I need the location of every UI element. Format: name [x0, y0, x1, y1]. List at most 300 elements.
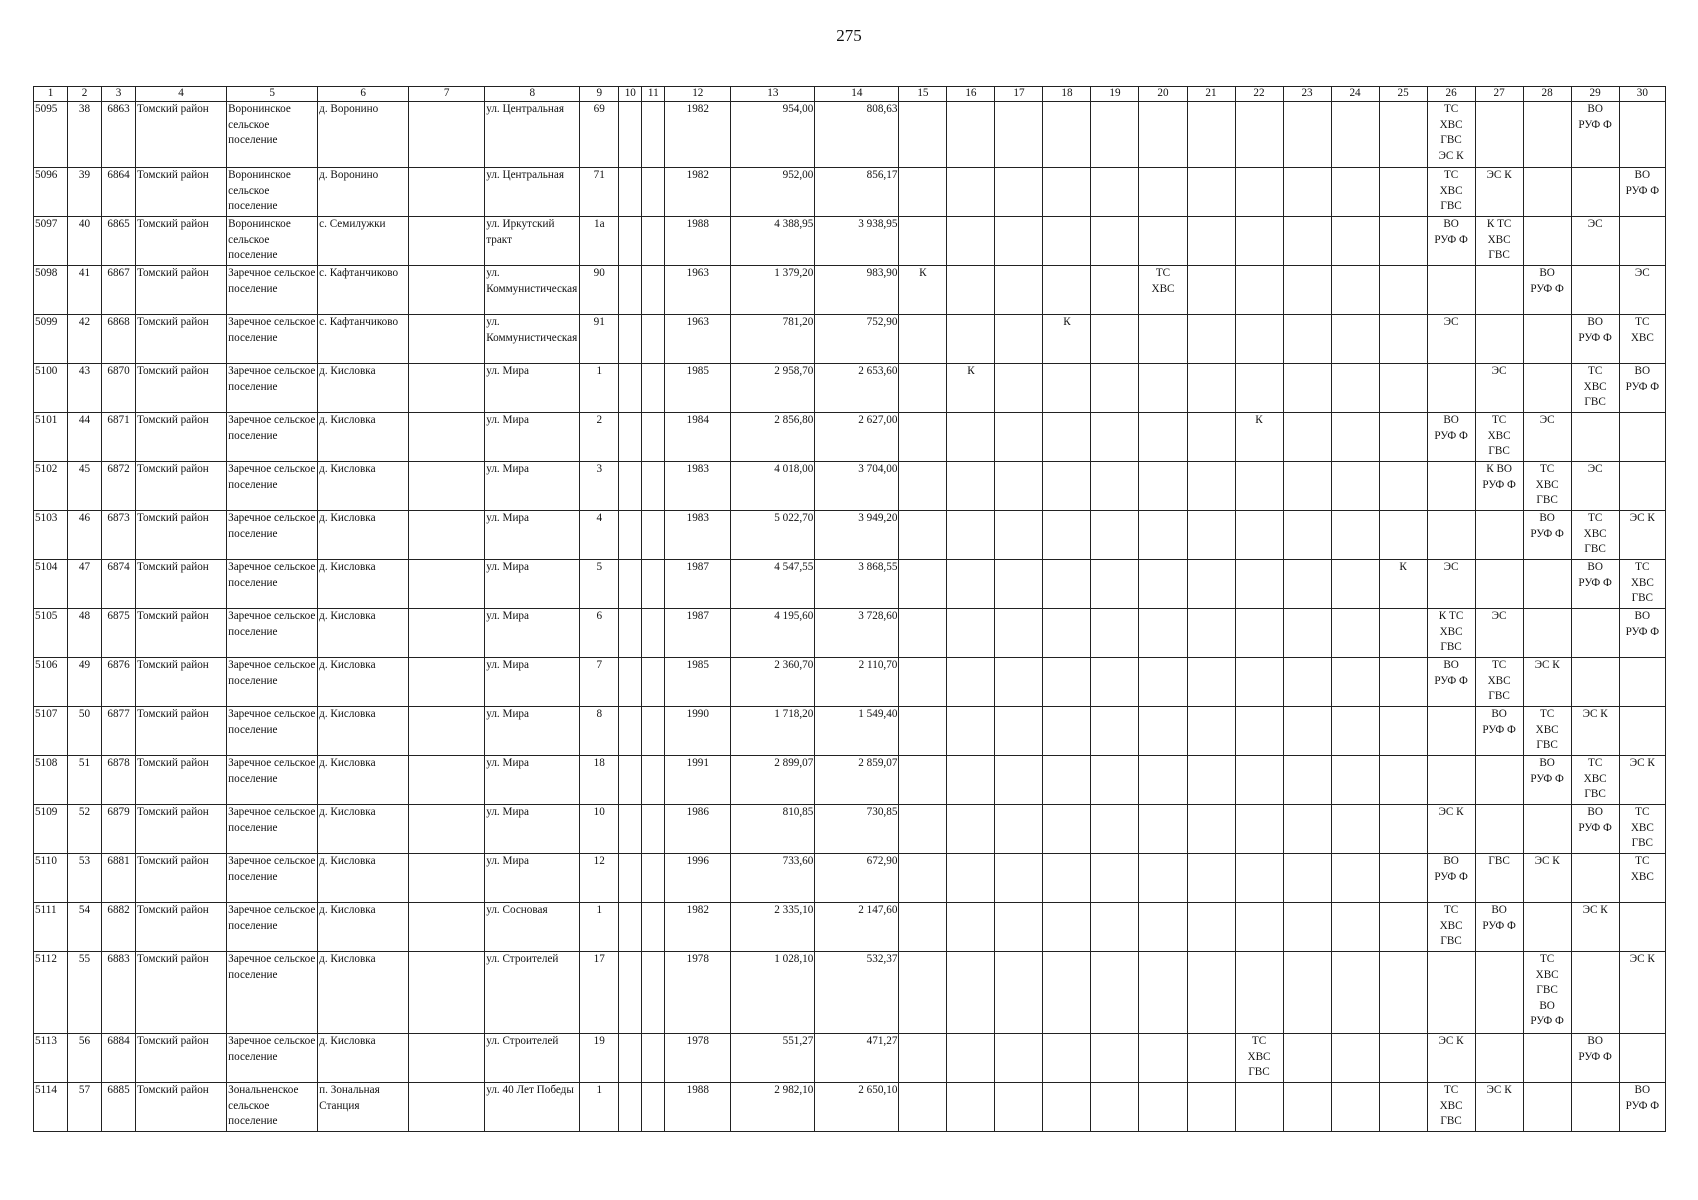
cell-col-17 [995, 364, 1043, 413]
cell-col-6: д. Воронино [318, 102, 409, 168]
cell-col-19 [1091, 462, 1139, 511]
cell-col-20 [1139, 511, 1187, 560]
cell-col-20 [1139, 217, 1187, 266]
column-header: 28 [1523, 87, 1571, 102]
cell-col-4: Томский район [136, 903, 227, 952]
column-header: 30 [1619, 87, 1665, 102]
cell-col-7 [409, 266, 485, 315]
cell-col-11 [642, 168, 665, 217]
cell-col-16 [947, 315, 995, 364]
cell-col-10 [619, 315, 642, 364]
cell-col-17 [995, 168, 1043, 217]
cell-col-26: ЭС К [1427, 805, 1475, 854]
cell-col-10 [619, 462, 642, 511]
cell-col-29: ЭС [1571, 462, 1619, 511]
cell-col-13: 733,60 [731, 854, 815, 903]
cell-col-18 [1043, 1034, 1091, 1083]
cell-col-29: ВО РУФ Ф [1571, 315, 1619, 364]
cell-col-26: ТС ХВС ГВС [1427, 1083, 1475, 1132]
cell-col-4: Томский район [136, 707, 227, 756]
cell-col-18 [1043, 952, 1091, 1034]
cell-col-6: д. Кисловка [318, 756, 409, 805]
cell-col-17 [995, 462, 1043, 511]
cell-col-5: Заречное сельское поселение [227, 413, 318, 462]
cell-col-13: 954,00 [731, 102, 815, 168]
cell-col-18 [1043, 217, 1091, 266]
cell-col-24 [1331, 511, 1379, 560]
cell-col-17 [995, 805, 1043, 854]
cell-col-5: Заречное сельское поселение [227, 805, 318, 854]
table-row [34, 217, 1666, 266]
cell-col-11 [642, 102, 665, 168]
cell-col-30 [1619, 102, 1665, 168]
cell-col-28 [1523, 315, 1571, 364]
cell-col-26: ВО РУФ Ф [1427, 854, 1475, 903]
cell-col-16 [947, 266, 995, 315]
cell-col-26: К ТС ХВС ГВС [1427, 609, 1475, 658]
cell-col-19 [1091, 903, 1139, 952]
table-row [34, 1083, 1666, 1132]
cell-col-3: 6863 [102, 102, 136, 168]
cell-col-1: 5109 [34, 805, 68, 854]
cell-col-13: 2 899,07 [731, 756, 815, 805]
cell-col-30: ВО РУФ Ф [1619, 609, 1665, 658]
cell-col-24 [1331, 805, 1379, 854]
cell-col-29: ВО РУФ Ф [1571, 1034, 1619, 1083]
cell-col-28 [1523, 102, 1571, 168]
cell-col-13: 4 388,95 [731, 217, 815, 266]
cell-col-30: ТС ХВС [1619, 854, 1665, 903]
column-header: 5 [227, 87, 318, 102]
cell-col-15 [899, 707, 947, 756]
page-number: 275 [836, 26, 862, 45]
table-row [34, 315, 1666, 364]
cell-col-12: 1985 [665, 364, 731, 413]
cell-col-25 [1379, 413, 1427, 462]
cell-col-15 [899, 805, 947, 854]
cell-col-4: Томский район [136, 217, 227, 266]
cell-col-5: Заречное сельское поселение [227, 315, 318, 364]
cell-col-7 [409, 511, 485, 560]
cell-col-2: 38 [68, 102, 102, 168]
cell-col-22: К [1235, 413, 1283, 462]
cell-col-26 [1427, 756, 1475, 805]
cell-col-8: ул. Мира [485, 756, 580, 805]
cell-col-27: К ТС ХВС ГВС [1475, 217, 1523, 266]
cell-col-10 [619, 707, 642, 756]
cell-col-26: ВО РУФ Ф [1427, 413, 1475, 462]
table-row [34, 266, 1666, 315]
cell-col-10 [619, 413, 642, 462]
cell-col-30: ЭС К [1619, 756, 1665, 805]
cell-col-16 [947, 560, 995, 609]
cell-col-17 [995, 707, 1043, 756]
cell-col-25 [1379, 854, 1427, 903]
cell-col-29: ВО РУФ Ф [1571, 102, 1619, 168]
cell-col-1: 5108 [34, 756, 68, 805]
cell-col-27: ВО РУФ Ф [1475, 707, 1523, 756]
column-header: 10 [619, 87, 642, 102]
cell-col-12: 1991 [665, 756, 731, 805]
table-row [34, 658, 1666, 707]
cell-col-1: 5106 [34, 658, 68, 707]
cell-col-15 [899, 217, 947, 266]
cell-col-12: 1990 [665, 707, 731, 756]
cell-col-14: 2 147,60 [815, 903, 899, 952]
cell-col-19 [1091, 707, 1139, 756]
cell-col-22 [1235, 707, 1283, 756]
cell-col-28: ВО РУФ Ф [1523, 266, 1571, 315]
cell-col-19 [1091, 217, 1139, 266]
column-header: 20 [1139, 87, 1187, 102]
cell-col-10 [619, 805, 642, 854]
cell-col-9: 19 [580, 1034, 619, 1083]
cell-col-9: 10 [580, 805, 619, 854]
cell-col-28: ЭС К [1523, 854, 1571, 903]
cell-col-4: Томский район [136, 168, 227, 217]
cell-col-27: ТС ХВС ГВС [1475, 413, 1523, 462]
cell-col-8: ул. Коммунистическая [485, 266, 580, 315]
cell-col-17 [995, 315, 1043, 364]
cell-col-1: 5100 [34, 364, 68, 413]
cell-col-4: Томский район [136, 511, 227, 560]
cell-col-9: 7 [580, 658, 619, 707]
cell-col-24 [1331, 364, 1379, 413]
cell-col-21 [1187, 854, 1235, 903]
cell-col-30: ТС ХВС ГВС [1619, 560, 1665, 609]
cell-col-14: 3 728,60 [815, 609, 899, 658]
cell-col-6: д. Кисловка [318, 707, 409, 756]
cell-col-17 [995, 217, 1043, 266]
cell-col-12: 1982 [665, 168, 731, 217]
cell-col-13: 2 335,10 [731, 903, 815, 952]
cell-col-15 [899, 462, 947, 511]
cell-col-9: 90 [580, 266, 619, 315]
cell-col-19 [1091, 805, 1139, 854]
cell-col-16 [947, 1034, 995, 1083]
cell-col-26: ВО РУФ Ф [1427, 217, 1475, 266]
cell-col-19 [1091, 315, 1139, 364]
cell-col-22 [1235, 854, 1283, 903]
cell-col-29: ТС ХВС ГВС [1571, 756, 1619, 805]
cell-col-13: 4 018,00 [731, 462, 815, 511]
cell-col-12: 1982 [665, 903, 731, 952]
column-header: 12 [665, 87, 731, 102]
cell-col-22 [1235, 462, 1283, 511]
cell-col-29: ЭС [1571, 217, 1619, 266]
cell-col-9: 1 [580, 364, 619, 413]
cell-col-8: ул. Мира [485, 413, 580, 462]
cell-col-11 [642, 413, 665, 462]
cell-col-12: 1996 [665, 854, 731, 903]
cell-col-7 [409, 364, 485, 413]
column-header: 1 [34, 87, 68, 102]
cell-col-23 [1283, 707, 1331, 756]
cell-col-15 [899, 102, 947, 168]
cell-col-10 [619, 511, 642, 560]
cell-col-13: 4 195,60 [731, 609, 815, 658]
cell-col-5: Заречное сельское поселение [227, 756, 318, 805]
cell-col-3: 6864 [102, 168, 136, 217]
cell-col-11 [642, 1083, 665, 1132]
cell-col-11 [642, 1034, 665, 1083]
cell-col-27 [1475, 1034, 1523, 1083]
table-row [34, 707, 1666, 756]
cell-col-27 [1475, 266, 1523, 315]
cell-col-20 [1139, 315, 1187, 364]
cell-col-11 [642, 903, 665, 952]
column-header: 26 [1427, 87, 1475, 102]
cell-col-19 [1091, 658, 1139, 707]
cell-col-25 [1379, 462, 1427, 511]
cell-col-1: 5095 [34, 102, 68, 168]
cell-col-12: 1963 [665, 315, 731, 364]
cell-col-7 [409, 903, 485, 952]
cell-col-5: Заречное сельское поселение [227, 854, 318, 903]
cell-col-12: 1988 [665, 217, 731, 266]
cell-col-3: 6868 [102, 315, 136, 364]
cell-col-6: с. Кафтанчиково [318, 315, 409, 364]
cell-col-20 [1139, 102, 1187, 168]
cell-col-29 [1571, 168, 1619, 217]
cell-col-18 [1043, 560, 1091, 609]
cell-col-11 [642, 364, 665, 413]
cell-col-20 [1139, 168, 1187, 217]
cell-col-19 [1091, 511, 1139, 560]
cell-col-2: 57 [68, 1083, 102, 1132]
cell-col-22 [1235, 952, 1283, 1034]
cell-col-24 [1331, 1083, 1379, 1132]
cell-col-20 [1139, 707, 1187, 756]
cell-col-29: ТС ХВС ГВС [1571, 511, 1619, 560]
cell-col-14: 808,63 [815, 102, 899, 168]
cell-col-23 [1283, 511, 1331, 560]
cell-col-13: 2 958,70 [731, 364, 815, 413]
cell-col-28 [1523, 609, 1571, 658]
cell-col-27 [1475, 102, 1523, 168]
cell-col-9: 1а [580, 217, 619, 266]
cell-col-9: 3 [580, 462, 619, 511]
cell-col-17 [995, 511, 1043, 560]
cell-col-16 [947, 1083, 995, 1132]
column-header: 29 [1571, 87, 1619, 102]
cell-col-1: 5105 [34, 609, 68, 658]
cell-col-4: Томский район [136, 413, 227, 462]
cell-col-24 [1331, 102, 1379, 168]
cell-col-29: ВО РУФ Ф [1571, 805, 1619, 854]
cell-col-7 [409, 560, 485, 609]
cell-col-7 [409, 413, 485, 462]
cell-col-17 [995, 560, 1043, 609]
column-header: 2 [68, 87, 102, 102]
cell-col-18 [1043, 462, 1091, 511]
cell-col-6: д. Кисловка [318, 413, 409, 462]
cell-col-23 [1283, 903, 1331, 952]
table-row [34, 854, 1666, 903]
cell-col-16 [947, 658, 995, 707]
cell-col-23 [1283, 560, 1331, 609]
column-header: 4 [136, 87, 227, 102]
cell-col-15 [899, 413, 947, 462]
cell-col-16 [947, 756, 995, 805]
cell-col-2: 51 [68, 756, 102, 805]
cell-col-21 [1187, 756, 1235, 805]
cell-col-3: 6884 [102, 1034, 136, 1083]
cell-col-14: 471,27 [815, 1034, 899, 1083]
cell-col-3: 6870 [102, 364, 136, 413]
column-header: 27 [1475, 87, 1523, 102]
cell-col-6: с. Кафтанчиково [318, 266, 409, 315]
cell-col-28 [1523, 1034, 1571, 1083]
cell-col-6: д. Кисловка [318, 1034, 409, 1083]
cell-col-28 [1523, 903, 1571, 952]
cell-col-25 [1379, 658, 1427, 707]
cell-col-15 [899, 168, 947, 217]
cell-col-4: Томский район [136, 756, 227, 805]
cell-col-18 [1043, 707, 1091, 756]
column-header: 9 [580, 87, 619, 102]
cell-col-3: 6875 [102, 609, 136, 658]
cell-col-21 [1187, 1083, 1235, 1132]
cell-col-21 [1187, 511, 1235, 560]
cell-col-5: Воронинское сельское поселение [227, 102, 318, 168]
cell-col-15 [899, 511, 947, 560]
cell-col-18 [1043, 903, 1091, 952]
cell-col-17 [995, 1034, 1043, 1083]
cell-col-15 [899, 952, 947, 1034]
cell-col-7 [409, 609, 485, 658]
cell-col-6: д. Кисловка [318, 952, 409, 1034]
cell-col-3: 6878 [102, 756, 136, 805]
cell-col-10 [619, 364, 642, 413]
cell-col-25 [1379, 364, 1427, 413]
cell-col-6: д. Кисловка [318, 658, 409, 707]
table-row [34, 609, 1666, 658]
cell-col-6: п. Зональная Станция [318, 1083, 409, 1132]
cell-col-5: Заречное сельское поселение [227, 266, 318, 315]
cell-col-27 [1475, 756, 1523, 805]
cell-col-21 [1187, 102, 1235, 168]
cell-col-29: ВО РУФ Ф [1571, 560, 1619, 609]
cell-col-5: Заречное сельское поселение [227, 658, 318, 707]
cell-col-14: 752,90 [815, 315, 899, 364]
cell-col-25 [1379, 707, 1427, 756]
cell-col-23 [1283, 462, 1331, 511]
cell-col-4: Томский район [136, 658, 227, 707]
cell-col-18: К [1043, 315, 1091, 364]
cell-col-3: 6877 [102, 707, 136, 756]
cell-col-5: Заречное сельское поселение [227, 707, 318, 756]
cell-col-27: ЭС [1475, 609, 1523, 658]
cell-col-25 [1379, 952, 1427, 1034]
cell-col-27: ГВС [1475, 854, 1523, 903]
cell-col-29 [1571, 266, 1619, 315]
table-row [34, 560, 1666, 609]
cell-col-14: 730,85 [815, 805, 899, 854]
cell-col-30: ЭС [1619, 266, 1665, 315]
cell-col-25 [1379, 315, 1427, 364]
cell-col-29 [1571, 952, 1619, 1034]
cell-col-4: Томский район [136, 805, 227, 854]
cell-col-8: ул. 40 Лет Победы [485, 1083, 580, 1132]
cell-col-30 [1619, 658, 1665, 707]
cell-col-2: 45 [68, 462, 102, 511]
cell-col-21 [1187, 560, 1235, 609]
cell-col-2: 40 [68, 217, 102, 266]
cell-col-17 [995, 903, 1043, 952]
cell-col-21 [1187, 315, 1235, 364]
cell-col-19 [1091, 756, 1139, 805]
cell-col-20 [1139, 903, 1187, 952]
cell-col-14: 3 704,00 [815, 462, 899, 511]
cell-col-5: Заречное сельское поселение [227, 903, 318, 952]
cell-col-5: Заречное сельское поселение [227, 1034, 318, 1083]
cell-col-2: 54 [68, 903, 102, 952]
cell-col-25 [1379, 266, 1427, 315]
cell-col-1: 5112 [34, 952, 68, 1034]
cell-col-3: 6881 [102, 854, 136, 903]
cell-col-7 [409, 707, 485, 756]
cell-col-28: ТС ХВС ГВС [1523, 462, 1571, 511]
cell-col-12: 1985 [665, 658, 731, 707]
cell-col-11 [642, 462, 665, 511]
cell-col-5: Заречное сельское поселение [227, 609, 318, 658]
cell-col-20 [1139, 560, 1187, 609]
cell-col-17 [995, 266, 1043, 315]
cell-col-6: д. Кисловка [318, 854, 409, 903]
cell-col-6: д. Кисловка [318, 805, 409, 854]
cell-col-30: ЭС К [1619, 952, 1665, 1034]
cell-col-11 [642, 315, 665, 364]
cell-col-22 [1235, 168, 1283, 217]
cell-col-19 [1091, 413, 1139, 462]
cell-col-3: 6882 [102, 903, 136, 952]
cell-col-2: 41 [68, 266, 102, 315]
cell-col-6: д. Кисловка [318, 462, 409, 511]
column-header: 19 [1091, 87, 1139, 102]
cell-col-28: ЭС К [1523, 658, 1571, 707]
table-row [34, 1034, 1666, 1083]
cell-col-21 [1187, 805, 1235, 854]
cell-col-22 [1235, 511, 1283, 560]
cell-col-15 [899, 364, 947, 413]
cell-col-20: ТС ХВС [1139, 266, 1187, 315]
cell-col-12: 1984 [665, 413, 731, 462]
cell-col-12: 1986 [665, 805, 731, 854]
cell-col-9: 8 [580, 707, 619, 756]
cell-col-13: 2 982,10 [731, 1083, 815, 1132]
cell-col-30 [1619, 217, 1665, 266]
cell-col-5: Заречное сельское поселение [227, 462, 318, 511]
cell-col-20 [1139, 364, 1187, 413]
cell-col-2: 53 [68, 854, 102, 903]
cell-col-24 [1331, 462, 1379, 511]
cell-col-23 [1283, 217, 1331, 266]
cell-col-8: ул. Сосновая [485, 903, 580, 952]
cell-col-16 [947, 805, 995, 854]
cell-col-21 [1187, 609, 1235, 658]
cell-col-11 [642, 854, 665, 903]
cell-col-19 [1091, 266, 1139, 315]
cell-col-20 [1139, 1083, 1187, 1132]
cell-col-2: 42 [68, 315, 102, 364]
cell-col-15 [899, 609, 947, 658]
cell-col-17 [995, 609, 1043, 658]
column-header: 8 [485, 87, 580, 102]
column-header: 18 [1043, 87, 1091, 102]
cell-col-14: 2 627,00 [815, 413, 899, 462]
cell-col-26 [1427, 952, 1475, 1034]
